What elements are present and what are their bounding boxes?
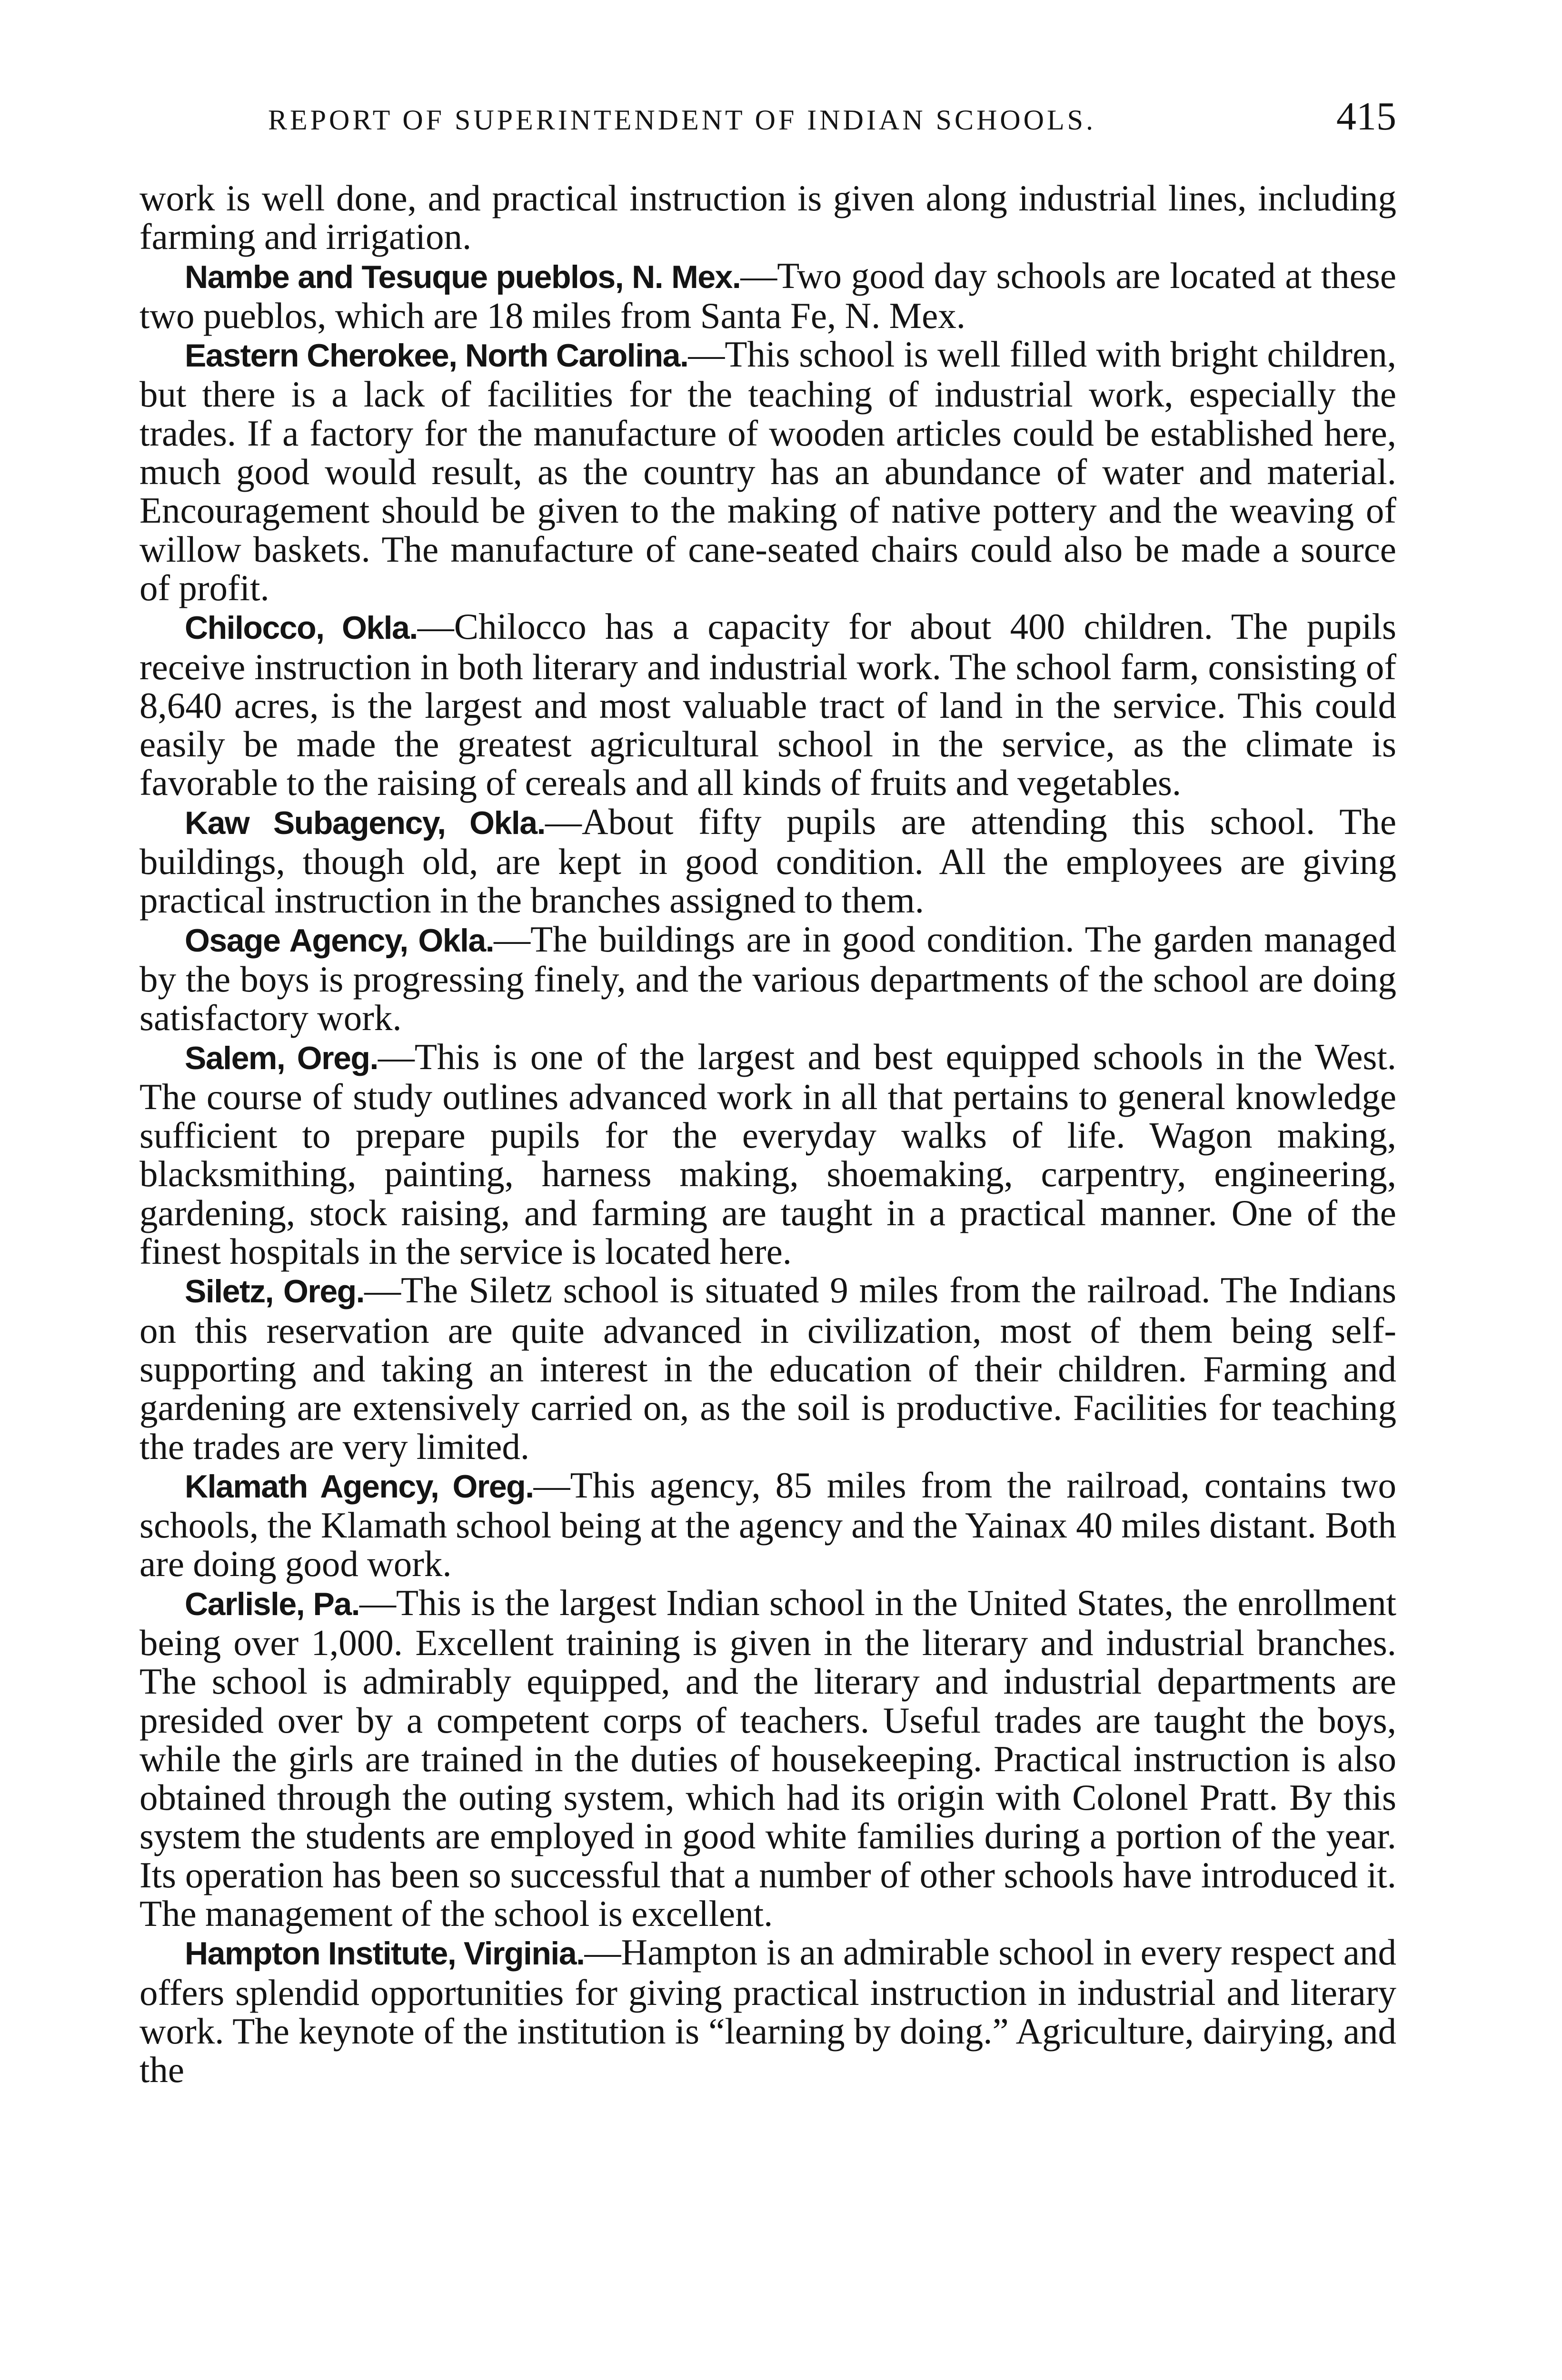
paragraph-heading: Carlisle, Pa. [185,1586,360,1622]
paragraph-heading: Hampton Institute, Virginia. [185,1935,585,1972]
paragraph-carlisle [139,1584,1396,1934]
paragraph-nambe-tesuque [139,257,1396,336]
paragraph-text: —The Siletz school is situated 9 miles from the railroad. The Indians on this reservation are quite advanced in civilization, most of them being self-supporting and taking an interest in the education of their children. Farming and gardening are extensively carried on, as the soil is productive. Facilities for teaching the trades are very limited. [139,1269,1396,1467]
paragraph-text: —The buildings are in good condition. The garden managed by the boys is progressing finely, and the various departments of the school are doing satisfactory work. [139,918,1396,1039]
paragraph-chilocco [139,607,1396,802]
paragraph-siletz [139,1271,1396,1466]
paragraph-heading: Nambe and Tesuque pueblos, N. Mex. [185,258,741,295]
header-title: REPORT OF SUPERINTENDENT OF INDIAN SCHOOLS. [268,104,1096,136]
paragraph-heading: Siletz, Oreg. [185,1273,365,1310]
document-page [139,93,1396,2090]
paragraph-klamath-agency [139,1466,1396,1584]
paragraph-heading: Chilocco, Okla. [185,610,418,646]
paragraph-heading: Eastern Cherokee, North Carolina. [185,337,688,374]
paragraph-salem [139,1038,1396,1271]
running-header [268,93,1396,150]
paragraph-text: —About fifty pupils are attending this school. The buildings, though old, are kept in good condition. All the employees are giving practical instruction in the branches assigned to them. [139,801,1397,921]
paragraph-heading: Salem, Oreg. [185,1040,378,1076]
paragraph-heading: Klamath Agency, Oreg. [185,1468,534,1505]
paragraph-text: —Chilocco has a capacity for about 400 children. The pupils receive instruction in both literary and industrial work. The school farm, consisting of 8,640 acres, is the largest and most valuable tract of land in the service. This could easily be made the greatest agricultural school in the service, as the climate is favorable to the raising of cereals and all kinds of fruits and vegetables. [139,606,1396,803]
paragraph-hampton-institute [139,1933,1396,2089]
paragraph-eastern-cherokee [139,335,1396,607]
paragraph-text: —This school is well filled with bright children, but there is a lack of facilities for the teaching of industrial work, especially the trades. If a factory for the manufacture of wooden articles could be established here, much good would result, as the country has an abundance of water and material. Encouragement should be given to the making of native pottery and the weaving of willow baskets. The manufacture of cane-seated chairs could also be made a source of profit. [139,334,1396,608]
paragraph-osage-agency [139,920,1396,1038]
body-text [139,179,1396,2090]
paragraph-text: —Hampton is an admirable school in every respect and offers splendid opportunities for giving practical instruction in industrial and literary work. The keynote of the institution is “learning by doing.” Agriculture, dairying, and the [139,1932,1396,2091]
page-number: 415 [1336,94,1396,139]
paragraph-heading: Osage Agency, Okla. [185,922,494,959]
paragraph-kaw-subagency [139,803,1396,920]
paragraph-text: —This is the largest Indian school in the United States, the enrollment being over 1,000. Excellent training is given in the literary and industrial branches. The school is admirably equipped, and the literary and industrial departments are presided over by a competent corps of teachers. Useful trades are taught the boys, while the girls are trained in the duties of housekeeping. Practical instruction is also obtained through the outing system, which had its origin with Colonel Pratt. By this system the students are employed in good white families during a portion of the year. Its operation has been so successful that a number of other schools have introduced it. The management of the school is excellent. [139,1582,1396,1934]
paragraph-heading: Kaw Subagency, Okla. [185,804,545,841]
paragraph-continuation [139,179,1396,257]
paragraph-text: —This is one of the largest and best equipped schools in the West. The course of study outlines advanced work in all that pertains to general knowledge sufficient to prepare pupils for the everyday walks of life. Wagon making, blacksmithing, painting, harness making, shoemaking, carpentry, engineering, gardening, stock raising, and farming are taught in a practical manner. One of the finest hospitals in the service is located here. [139,1036,1396,1272]
paragraph-text: work is well done, and practical instruction is given along industrial lines, including farming and irrigation. [139,178,1396,258]
paragraph-text: —Two good day schools are located at these two pueblos, which are 18 miles from Santa Fe, N. Mex. [139,255,1397,336]
paragraph-text: —This agency, 85 miles from the railroad, contains two schools, the Klamath school being at the agency and the Yainax 40 miles distant. Both are doing good work. [139,1464,1396,1585]
